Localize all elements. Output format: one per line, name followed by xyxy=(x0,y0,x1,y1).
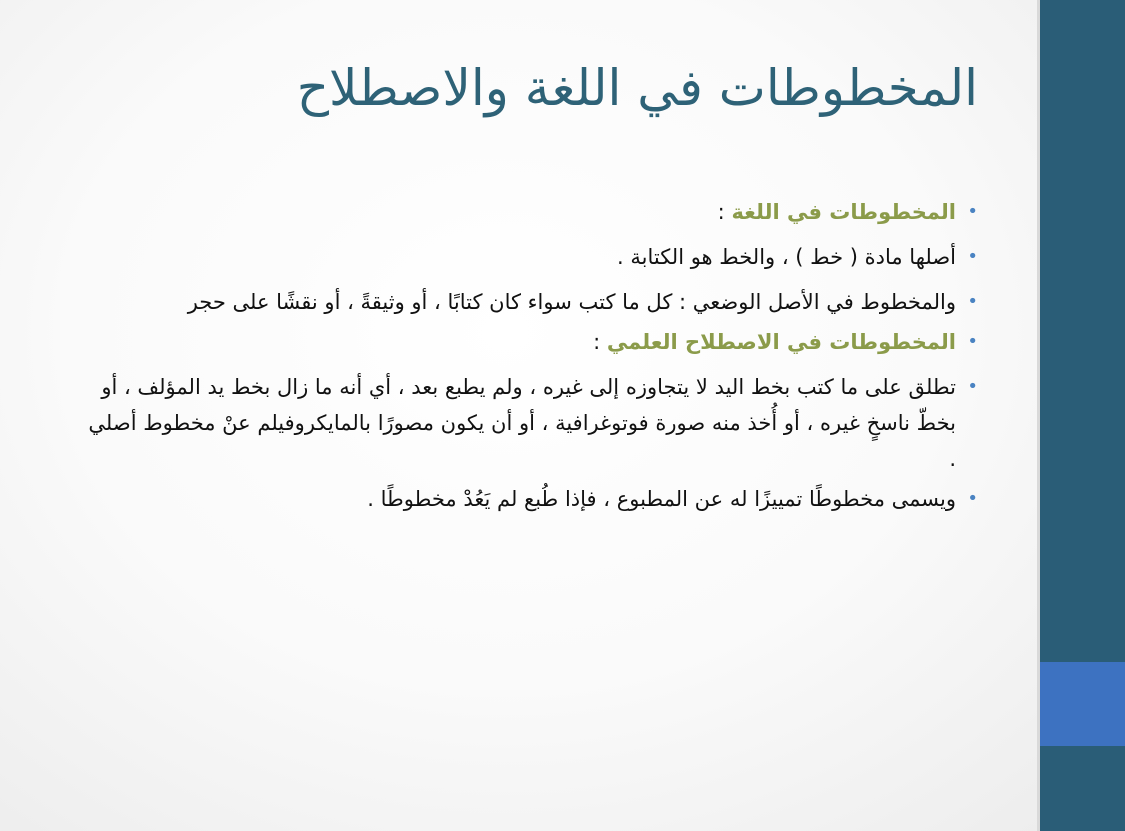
bullet-dot-icon: • xyxy=(967,201,978,222)
bullet-list xyxy=(76,194,978,526)
bullet-dot-icon: • xyxy=(967,246,978,267)
bullet-dot-icon: • xyxy=(967,376,978,397)
bullet-dot-icon: • xyxy=(967,291,978,312)
bullet-item xyxy=(76,284,978,320)
bullet-heading: المخطوطات في اللغة xyxy=(731,200,956,224)
bullet-text: : xyxy=(717,200,732,224)
bullet-item xyxy=(76,324,978,360)
bullet-text: تطلق على ما كتب بخط اليد لا يتجاوزه إلى غيره ، ولم يطبع بعد ، أي أنه ما زال بخط يد المؤلف ، أو بخطّ ناسخٍ غيره ، أو أُخذ منه صورة فوتوغرافية ، أو أن يكون مصورًا بالمايكروفيلم عنْ مخطوط أصلي . xyxy=(88,375,956,471)
bullet-item xyxy=(76,369,978,477)
slide-title: المخطوطات في اللغة والاصطلاح xyxy=(296,59,978,117)
bullet-text: ويسمى مخطوطًا تمييزًا له عن المطبوع ، فإذا طُبع لم يَعُدْ مخطوطًا . xyxy=(367,487,956,511)
bullet-text: والمخطوط في الأصل الوضعي : كل ما كتب سواء كان كتابًا ، أو وثيقةً ، أو نقشًا على حجر xyxy=(187,290,956,314)
bullet-item xyxy=(76,194,978,230)
bullet-item xyxy=(76,239,978,275)
bullet-item xyxy=(76,481,978,517)
bullet-dot-icon: • xyxy=(967,331,978,352)
bullet-text: أصلها مادة ( خط ) ، والخط هو الكتابة . xyxy=(617,245,956,269)
bullet-text: : xyxy=(593,330,607,354)
side-color-accent xyxy=(1040,662,1125,746)
bullet-dot-icon: • xyxy=(967,488,978,509)
bullet-heading: المخطوطات في الاصطلاح العلمي xyxy=(606,330,956,354)
